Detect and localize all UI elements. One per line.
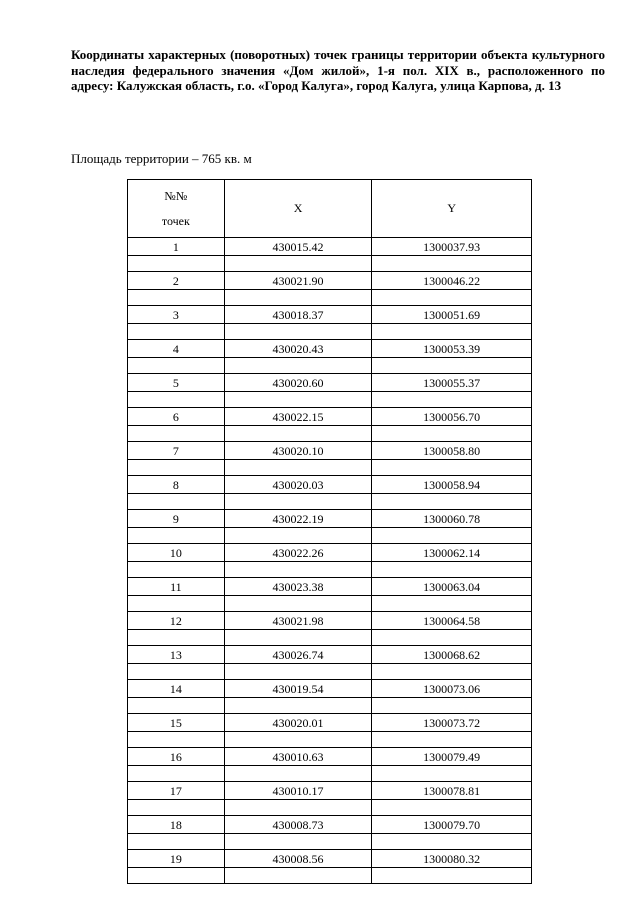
spacer-cell: [372, 494, 532, 510]
table-row: [128, 646, 532, 664]
table-row: [128, 340, 532, 358]
spacer-cell: [372, 290, 532, 306]
spacer-cell: [128, 868, 225, 884]
spacer-cell: [372, 256, 532, 272]
table-spacer-row: [128, 834, 532, 850]
point-number-cell: 11: [128, 578, 225, 596]
spacer-cell: [224, 868, 372, 884]
spacer-cell: [128, 460, 225, 476]
point-number-cell: 7: [128, 442, 225, 460]
header-y: Y: [372, 180, 532, 238]
spacer-cell: [128, 290, 225, 306]
y-coordinate-cell: 1300053.39: [372, 340, 532, 358]
table-spacer-row: [128, 256, 532, 272]
spacer-cell: [372, 834, 532, 850]
area-text: Площадь территории – 765 кв. м: [71, 151, 252, 166]
coordinates-table: [127, 179, 532, 884]
spacer-cell: [224, 392, 372, 408]
table-spacer-row: [128, 392, 532, 408]
header-num-label: точек: [161, 214, 190, 228]
y-coordinate-cell: 1300079.49: [372, 748, 532, 766]
spacer-cell: [372, 630, 532, 646]
table-spacer-row: [128, 290, 532, 306]
y-coordinate-cell: 1300058.94: [372, 476, 532, 494]
spacer-cell: [128, 698, 225, 714]
x-coordinate-cell: 430008.73: [224, 816, 372, 834]
header-num-symbol: №№: [164, 189, 188, 203]
spacer-cell: [224, 664, 372, 680]
table-row: [128, 680, 532, 698]
x-coordinate-cell: 430020.60: [224, 374, 372, 392]
y-coordinate-cell: 1300073.72: [372, 714, 532, 732]
x-coordinate-cell: 430020.10: [224, 442, 372, 460]
spacer-cell: [224, 358, 372, 374]
x-coordinate-cell: 430022.26: [224, 544, 372, 562]
spacer-cell: [372, 460, 532, 476]
spacer-cell: [224, 800, 372, 816]
spacer-cell: [128, 562, 225, 578]
point-number-cell: 5: [128, 374, 225, 392]
table-row: [128, 306, 532, 324]
table-spacer-row: [128, 562, 532, 578]
point-number-cell: 6: [128, 408, 225, 426]
point-number-cell: 15: [128, 714, 225, 732]
point-number-cell: 4: [128, 340, 225, 358]
table-spacer-row: [128, 494, 532, 510]
table-row: [128, 408, 532, 426]
x-coordinate-cell: 430022.15: [224, 408, 372, 426]
spacer-cell: [224, 460, 372, 476]
spacer-cell: [372, 800, 532, 816]
x-coordinate-cell: 430022.19: [224, 510, 372, 528]
spacer-cell: [128, 426, 225, 442]
coordinates-table-body: [128, 238, 532, 884]
spacer-cell: [128, 596, 225, 612]
point-number-cell: 16: [128, 748, 225, 766]
spacer-cell: [372, 392, 532, 408]
x-coordinate-cell: 430026.74: [224, 646, 372, 664]
point-number-cell: 17: [128, 782, 225, 800]
spacer-cell: [224, 494, 372, 510]
spacer-cell: [224, 766, 372, 782]
y-coordinate-cell: 1300055.37: [372, 374, 532, 392]
point-number-cell: 10: [128, 544, 225, 562]
x-coordinate-cell: 430021.98: [224, 612, 372, 630]
table-row: [128, 442, 532, 460]
spacer-cell: [128, 494, 225, 510]
table-row: [128, 714, 532, 732]
point-number-cell: 13: [128, 646, 225, 664]
spacer-cell: [224, 732, 372, 748]
spacer-cell: [372, 868, 532, 884]
point-number-cell: 18: [128, 816, 225, 834]
table-row: [128, 544, 532, 562]
document-title: Координаты характерных (поворотных) точек границы территории объекта культурного наследия федерального значения «Дом жилой», 1-я пол. XIX в., расположенного по адресу: Калужская область, г.о. «Город Калуга», город Калуга, улица Карпова, д. 13: [71, 47, 605, 93]
spacer-cell: [372, 426, 532, 442]
spacer-cell: [372, 562, 532, 578]
point-number-cell: 14: [128, 680, 225, 698]
spacer-cell: [224, 256, 372, 272]
table-row: [128, 850, 532, 868]
table-spacer-row: [128, 698, 532, 714]
table-spacer-row: [128, 460, 532, 476]
table-spacer-row: [128, 630, 532, 646]
x-coordinate-cell: 430010.63: [224, 748, 372, 766]
point-number-cell: 12: [128, 612, 225, 630]
spacer-cell: [128, 528, 225, 544]
y-coordinate-cell: 1300079.70: [372, 816, 532, 834]
table-spacer-row: [128, 664, 532, 680]
table-row: [128, 748, 532, 766]
spacer-cell: [128, 630, 225, 646]
x-coordinate-cell: 430021.90: [224, 272, 372, 290]
y-coordinate-cell: 1300051.69: [372, 306, 532, 324]
spacer-cell: [224, 528, 372, 544]
table-row: [128, 612, 532, 630]
y-coordinate-cell: 1300056.70: [372, 408, 532, 426]
x-coordinate-cell: 430020.03: [224, 476, 372, 494]
spacer-cell: [128, 800, 225, 816]
point-number-cell: 8: [128, 476, 225, 494]
spacer-cell: [128, 392, 225, 408]
table-spacer-row: [128, 766, 532, 782]
x-coordinate-cell: 430020.01: [224, 714, 372, 732]
spacer-cell: [224, 698, 372, 714]
point-number-cell: 19: [128, 850, 225, 868]
spacer-cell: [128, 766, 225, 782]
y-coordinate-cell: 1300080.32: [372, 850, 532, 868]
table-spacer-row: [128, 324, 532, 340]
table-spacer-row: [128, 868, 532, 884]
table-row: [128, 510, 532, 528]
spacer-cell: [372, 664, 532, 680]
table-row: [128, 578, 532, 596]
y-coordinate-cell: 1300073.06: [372, 680, 532, 698]
table-spacer-row: [128, 596, 532, 612]
x-coordinate-cell: 430018.37: [224, 306, 372, 324]
point-number-cell: 9: [128, 510, 225, 528]
spacer-cell: [224, 562, 372, 578]
spacer-cell: [224, 630, 372, 646]
y-coordinate-cell: 1300078.81: [372, 782, 532, 800]
table-row: [128, 476, 532, 494]
y-coordinate-cell: 1300068.62: [372, 646, 532, 664]
spacer-cell: [372, 698, 532, 714]
table-row: [128, 272, 532, 290]
y-coordinate-cell: 1300058.80: [372, 442, 532, 460]
spacer-cell: [128, 358, 225, 374]
y-coordinate-cell: 1300064.58: [372, 612, 532, 630]
spacer-cell: [224, 324, 372, 340]
y-coordinate-cell: 1300037.93: [372, 238, 532, 256]
table-header-row: [128, 180, 532, 238]
table-spacer-row: [128, 426, 532, 442]
header-point-number: [128, 180, 225, 238]
spacer-cell: [372, 358, 532, 374]
point-number-cell: 3: [128, 306, 225, 324]
x-coordinate-cell: 430015.42: [224, 238, 372, 256]
point-number-cell: 1: [128, 238, 225, 256]
spacer-cell: [128, 834, 225, 850]
spacer-cell: [128, 256, 225, 272]
spacer-cell: [372, 528, 532, 544]
spacer-cell: [372, 324, 532, 340]
table-spacer-row: [128, 732, 532, 748]
table-row: [128, 374, 532, 392]
spacer-cell: [128, 732, 225, 748]
spacer-cell: [128, 664, 225, 680]
table-spacer-row: [128, 358, 532, 374]
header-x: X: [224, 180, 372, 238]
y-coordinate-cell: 1300062.14: [372, 544, 532, 562]
x-coordinate-cell: 430023.38: [224, 578, 372, 596]
y-coordinate-cell: 1300063.04: [372, 578, 532, 596]
x-coordinate-cell: 430008.56: [224, 850, 372, 868]
y-coordinate-cell: 1300046.22: [372, 272, 532, 290]
spacer-cell: [372, 766, 532, 782]
x-coordinate-cell: 430020.43: [224, 340, 372, 358]
table-spacer-row: [128, 800, 532, 816]
table-row: [128, 238, 532, 256]
table-row: [128, 782, 532, 800]
spacer-cell: [224, 596, 372, 612]
point-number-cell: 2: [128, 272, 225, 290]
spacer-cell: [224, 290, 372, 306]
x-coordinate-cell: 430019.54: [224, 680, 372, 698]
spacer-cell: [224, 426, 372, 442]
spacer-cell: [128, 324, 225, 340]
spacer-cell: [372, 596, 532, 612]
table-spacer-row: [128, 528, 532, 544]
y-coordinate-cell: 1300060.78: [372, 510, 532, 528]
spacer-cell: [224, 834, 372, 850]
table-row: [128, 816, 532, 834]
spacer-cell: [372, 732, 532, 748]
x-coordinate-cell: 430010.17: [224, 782, 372, 800]
